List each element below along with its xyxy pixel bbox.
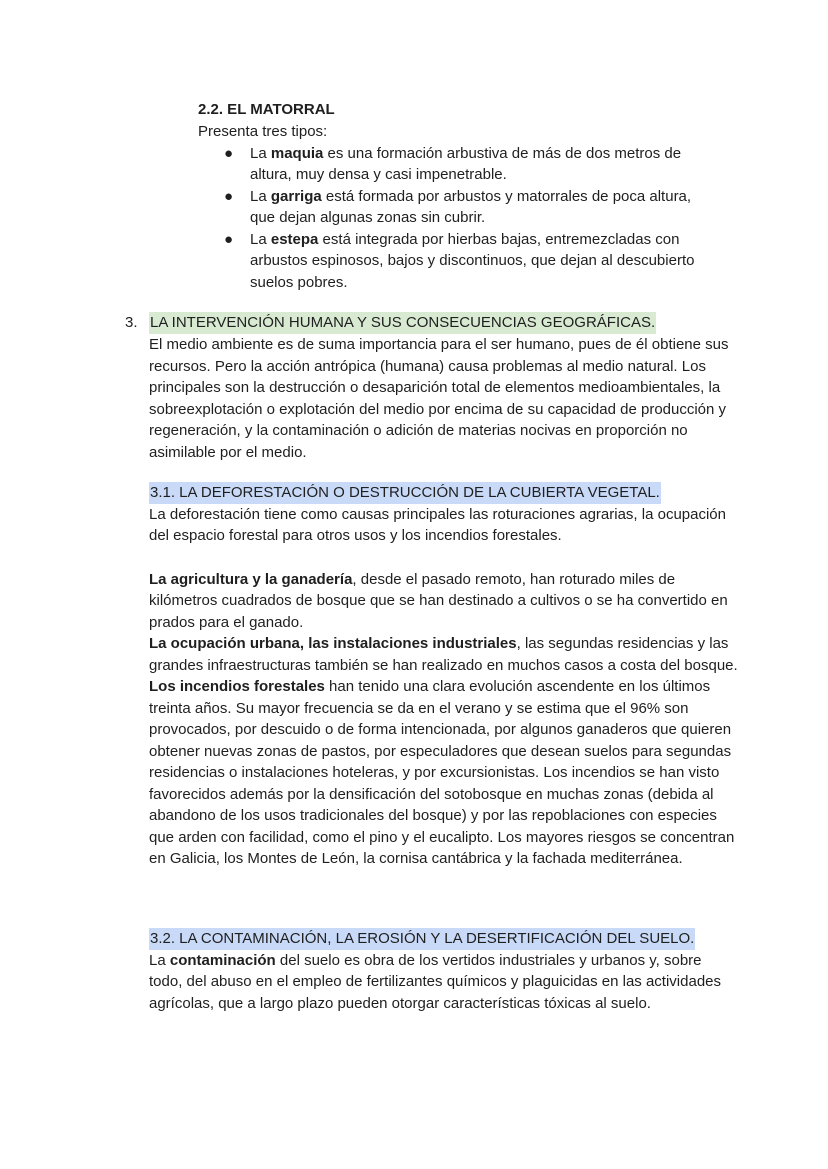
list-item-estepa: ● La estepa está integrada por hierbas bajas, entremezcladas con arbustos espinosos, bajos y discontinuos, que dejan al descubierto suelos pobres. (224, 230, 695, 291)
section-3-2-title: 3.2. LA CONTAMINACIÓN, LA EROSIÓN Y LA DESERTIFICACIÓN DEL SUELO. (149, 928, 695, 950)
section-3-paragraph: El medio ambiente es de suma importancia para el ser humano, pues de él obtiene sus recursos. Pero la acción antrópica (humana) causa problemas al medio natural. Los principales son la destrucción o desaparición total de elementos medioambientales, la sobreexplotación o explotación del medio por encima de su capacidad de producción y regeneración, y la contaminación o adición de materias nocivas en proporción no asimilable por el medio. (149, 336, 729, 461)
term-contamination: contaminación (169, 951, 276, 969)
section-3-number: 3. (125, 314, 138, 331)
shrub-types-list (198, 143, 758, 294)
term-garriga: garriga (270, 187, 322, 205)
term-fires: Los incendios forestales (149, 678, 325, 695)
fires-paragraph: Los incendios forestales han tenido una clara evolución ascendente en los últimos treinta años. Su mayor frecuencia se da en el verano y se estima que el 96% son provocados, por descuido o de forma intencionada, por algunos ganaderos que quieren obtener nuevas zonas de pastos, por especuladores que desean suelos para segundas residencias o instalaciones hoteleras, y por excursionistas. Los incendios se han visto favorecidos además por la densificación del sotobosque en muchas zonas (debida al abandono de los usos tradicionales del bosque) y por las repoblaciones con especies que arden con facilidad, como el pino y el eucalipto. Los mayores riesgos se concentran en Galicia, los Montes de León, la cornisa cantábrica y la fachada mediterránea. (149, 678, 735, 867)
paragraph-gap (149, 547, 739, 569)
section-2-2-intro: Presenta tres tipos: (198, 123, 328, 140)
term-maquia: maquia (270, 144, 324, 162)
section-2-2 (198, 99, 758, 293)
contamination-paragraph: La contaminación del suelo es obra de los vertidos industriales y urbanos y, sobre todo, del abuso en el empleo de fertilizantes químicos y plaguicidas en las actividades agrícolas, que a largo plazo pueden otorgar características tóxicas al suelo. (149, 951, 722, 1012)
bullet-icon: ● (224, 187, 234, 205)
bullet-icon: ● (224, 230, 234, 248)
section-3-2-heading (149, 928, 739, 950)
section-3-2 (149, 928, 739, 1014)
agriculture-paragraph: La agricultura y la ganadería, desde el pasado remoto, han roturado miles de kilómetros cuadrados de bosque que se han destinado a cultivos o se ha convertido en prados para el ganado. (149, 570, 728, 631)
term-estepa: estepa (270, 230, 319, 248)
section-3-1 (149, 482, 739, 870)
section-3-1-title: 3.1. LA DEFORESTACIÓN O DESTRUCCIÓN DE LA CUBIERTA VEGETAL. (149, 482, 661, 504)
section-3-title: LA INTERVENCIÓN HUMANA Y SUS CONSECUENCIAS GEOGRÁFICAS. (149, 312, 656, 334)
section-2-2-heading: 2.2. EL MATORRAL (198, 101, 335, 118)
section-3 (125, 312, 745, 463)
section-3-heading (125, 312, 745, 334)
section-3-1-heading (149, 482, 739, 504)
list-item-maquia: ● La maquia es una formación arbustiva de más de dos metros de altura, muy densa y casi impenetrable. (224, 144, 682, 183)
term-urban: La ocupación urbana, las instalaciones industriales (149, 635, 517, 652)
bullet-icon: ● (224, 144, 234, 162)
deforestation-intro: La deforestación tiene como causas principales las roturaciones agrarias, la ocupación del espacio forestal para otros usos y los incendios forestales. (149, 505, 726, 544)
term-agriculture: La agricultura y la ganadería (149, 570, 353, 588)
urban-paragraph: La ocupación urbana, las instalaciones industriales, las segundas residencias y las grandes infraestructuras también se han realizado en muchos casos a costa del bosque. (149, 635, 738, 674)
list-item-garriga: ● La garriga está formada por arbustos y matorrales de poca altura, que dejan algunas zonas sin cubrir. (224, 187, 692, 226)
